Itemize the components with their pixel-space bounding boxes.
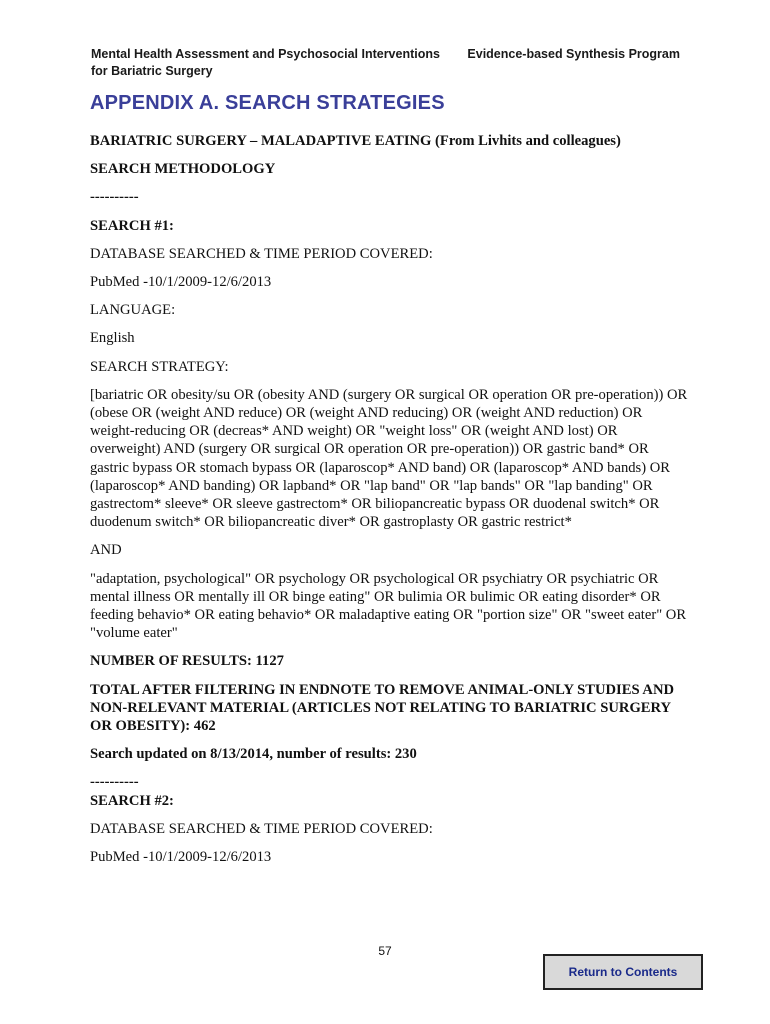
search-1-strategy-label: SEARCH STRATEGY: (90, 358, 229, 375)
page-number: 57 (378, 944, 392, 958)
search-1-database-label: DATABASE SEARCHED & TIME PERIOD COVERED: (90, 245, 433, 262)
search-1-language-label: LANGUAGE: (90, 302, 176, 319)
page-header (91, 46, 680, 86)
divider-line: ---------- (90, 774, 139, 791)
search-1-number-of-results: NUMBER OF RESULTS: 1127 (90, 653, 284, 670)
search-1-database-value: PubMed -10/1/2009-12/6/2013 (90, 274, 272, 291)
report-title-line-2: for Bariatric Surgery (91, 64, 213, 78)
methodology-heading: SEARCH METHODOLOGY (90, 161, 276, 178)
appendix-title: APPENDIX A. SEARCH STRATEGIES (90, 92, 445, 114)
search-1-strategy-part-2: "adaptation, psychological" OR psychology OR psychological OR psychiatry OR psychiatric OR mental illness OR mentally ill OR binge eating" OR bulimia OR bulimic OR eating disorder* OR feeding behavio* OR eating behavio* OR maladaptive eating OR "portion size" OR "sweet eater" OR "volume eater" (90, 570, 687, 642)
search-2-heading: SEARCH #2: (90, 792, 174, 809)
search-1-and-operator: AND (90, 542, 122, 559)
section-heading: BARIATRIC SURGERY – MALADAPTIVE EATING (From Livhits and colleagues) (90, 133, 621, 149)
search-1-heading: SEARCH #1: (90, 217, 174, 234)
search-1-total-after-filtering: TOTAL AFTER FILTERING IN ENDNOTE TO REMOVE ANIMAL-ONLY STUDIES AND NON-RELEVANT MATERIAL (ARTICLES NOT RELATING TO BARIATRIC SURGERY OR OBESITY): 462 (90, 681, 675, 735)
search-2-database-label: DATABASE SEARCHED & TIME PERIOD COVERED: (90, 820, 433, 837)
search-1-strategy-part-1: [bariatric OR obesity/su OR (obesity AND (surgery OR surgical OR operation OR pre-operation)) OR (obese OR (weight AND reduce) OR (weight AND reducing) OR (weight AND reduction) OR weight-reducing OR (decreas* AND weight) OR "weight loss" OR (weight AND lost) OR overweight) AND (surgery OR surgical OR operation OR pre-operation)) OR gastric band* OR gastric bypass OR stomach bypass OR (laparoscop* AND band) OR (laparoscop* AND bands) OR (laparoscop* AND banding) OR lapband* OR "lap band" OR "lap bands" OR "lap banding" OR gastrectom* sleeve* OR sleeve gastrectom* OR biliopancreatic bypass OR duodenal switch* OR duodenum switch* OR biliopancreatic diver* OR gastroplasty OR gastric restrict* (90, 386, 688, 531)
divider-line: ---------- (90, 189, 139, 206)
report-title-line-1: Mental Health Assessment and Psychosocial Interventions (91, 47, 440, 61)
search-1-language-value: English (90, 330, 135, 347)
return-to-contents-button[interactable]: Return to Contents (543, 954, 703, 990)
report-title-header (91, 46, 451, 80)
search-1-update-note: Search updated on 8/13/2014, number of results: 230 (90, 746, 417, 763)
program-name-header: Evidence-based Synthesis Program (467, 47, 680, 61)
search-2-database-value: PubMed -10/1/2009-12/6/2013 (90, 849, 272, 866)
document-body (90, 132, 690, 866)
